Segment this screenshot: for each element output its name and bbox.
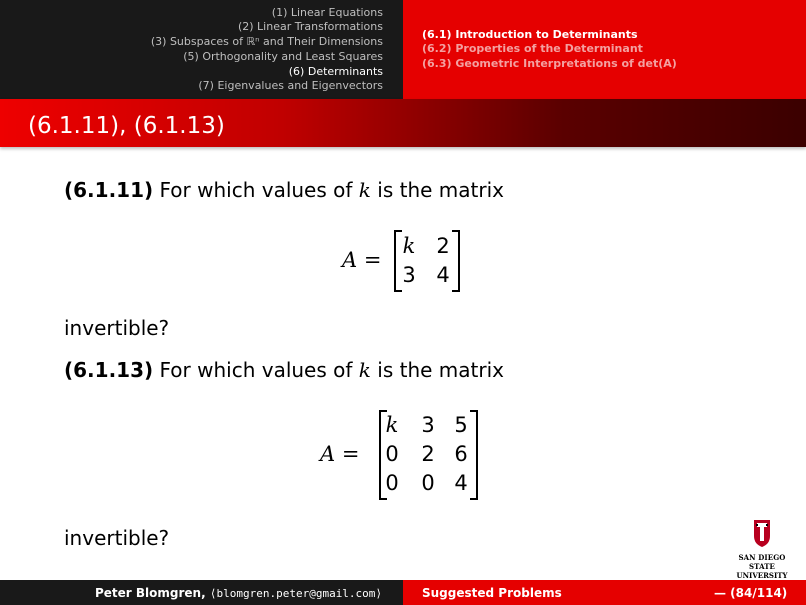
logo-emblem-icon <box>735 518 789 548</box>
problem-number: (6.1.13) <box>64 358 154 382</box>
problem-statement <box>64 178 504 202</box>
matrix-label: A = <box>342 248 382 272</box>
nav-subsection-6-3[interactable]: (6.3) Geometric Interpretations of det(A) <box>422 57 677 70</box>
logo-line2: UNIVERSITY <box>736 571 788 580</box>
matrix-cell: 2 <box>436 234 450 258</box>
logo-line1: SAN DIEGO STATE <box>738 553 786 571</box>
matrix-cell: 3 <box>421 413 435 437</box>
matrix-cell: k <box>402 234 416 258</box>
nav-subsection-6-1[interactable]: (6.1) Introduction to Determinants <box>422 28 638 41</box>
university-logo <box>735 518 789 580</box>
question-text: is the matrix <box>377 358 504 382</box>
nav-section-5[interactable]: (5) Orthogonality and Least Squares <box>183 50 383 63</box>
author-name: Peter Blomgren, <box>95 586 206 600</box>
question-text: For which values of <box>159 358 353 382</box>
closing-text: invertible? <box>64 316 170 340</box>
variable-k: k <box>358 358 371 382</box>
matrix-cell: 2 <box>421 442 435 466</box>
question-text: is the matrix <box>377 178 504 202</box>
right-bracket <box>452 230 460 292</box>
matrix-cell: 4 <box>454 471 468 495</box>
matrix-cell: 0 <box>385 442 399 466</box>
nav-section-2[interactable]: (2) Linear Transformations <box>237 20 383 33</box>
author-email[interactable]: ⟨blomgren.peter@gmail.com⟩ <box>209 587 383 600</box>
nav-subsection-6-2[interactable]: (6.2) Properties of the Determinant <box>422 42 643 55</box>
matrix-cell: k <box>385 413 399 437</box>
footer-section: Suggested Problems <box>422 586 562 600</box>
matrix-cell: 6 <box>454 442 468 466</box>
nav-section-1[interactable]: (1) Linear Equations <box>271 6 383 19</box>
question-text: For which values of <box>159 178 353 202</box>
nav-section-6[interactable]: (6) Determinants <box>288 65 383 78</box>
matrix-cell: 0 <box>385 471 399 495</box>
nav-section-3[interactable]: (3) Subspaces of ℝⁿ and Their Dimensions <box>150 35 383 48</box>
section-navigation <box>0 0 403 99</box>
matrix-cell: 5 <box>454 413 468 437</box>
subsection-navigation <box>403 0 806 99</box>
matrix-cell: 4 <box>436 263 450 287</box>
footer-author <box>95 586 382 600</box>
problem-number: (6.1.11) <box>64 178 154 202</box>
closing-text: invertible? <box>64 526 170 550</box>
matrix-cell: 3 <box>402 263 416 287</box>
matrix-cell: 0 <box>421 471 435 495</box>
frame-title: (6.1.11), (6.1.13) <box>28 113 225 139</box>
problem-statement <box>64 358 504 382</box>
nav-section-7[interactable]: (7) Eigenvalues and Eigenvectors <box>198 79 383 92</box>
right-bracket <box>470 410 478 500</box>
matrix-label: A = <box>320 442 360 466</box>
variable-k: k <box>358 178 371 202</box>
page-number: — (84/114) <box>714 586 788 600</box>
